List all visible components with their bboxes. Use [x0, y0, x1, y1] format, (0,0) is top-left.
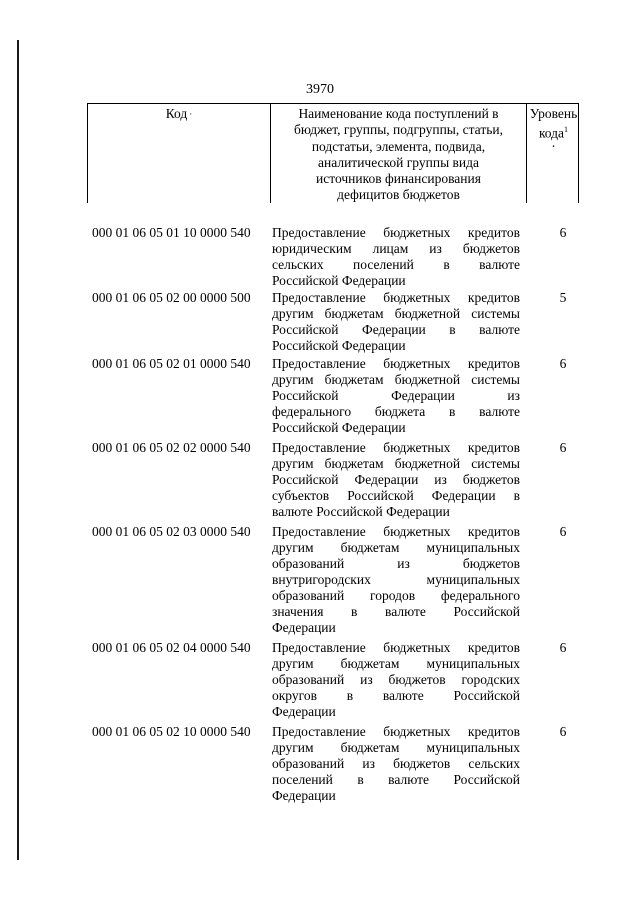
row-description-line: Российской Федерации в валюте: [272, 322, 520, 337]
row-description: [272, 724, 520, 804]
row-description-line: значения в валюте Российской: [272, 604, 520, 619]
header-name-line: дефицитов бюджетов: [337, 187, 460, 203]
row-code: 000 01 06 05 02 10 0000 540: [92, 724, 251, 739]
row-description-line: Предоставление бюджетных кредитов: [272, 356, 520, 371]
row-level: 6: [559, 724, 567, 739]
row-description-line: Предоставление бюджетных кредитов: [272, 290, 520, 305]
row-description-line: образований городов федерального: [272, 588, 520, 603]
row-description-line: валюте Российской Федерации: [272, 504, 450, 519]
row-description-line: образований из бюджетов сельских: [272, 756, 520, 771]
row-description-line: Российской Федерации из: [272, 388, 520, 403]
row-description-line: внутригородских муниципальных: [272, 572, 520, 587]
row-description-line: другим бюджетам бюджетной системы: [272, 372, 520, 387]
row-code: 000 01 06 05 02 03 0000 540: [92, 524, 251, 539]
row-description: [272, 440, 520, 520]
row-description-line: Предоставление бюджетных кредитов: [272, 225, 520, 240]
row-description-line: Федерации: [272, 704, 336, 719]
row-level: 6: [559, 356, 567, 371]
row-description-line: округов в валюте Российской: [272, 688, 520, 703]
row-description-line: юридическим лицам из бюджетов: [272, 241, 520, 256]
row-code: 000 01 06 05 02 00 0000 500: [92, 290, 251, 305]
row-description: [272, 356, 520, 436]
header-name-line: аналитической группы вида: [318, 154, 479, 170]
row-level: 6: [559, 524, 567, 539]
header-code-label: Код: [165, 106, 188, 121]
row-level: 6: [559, 640, 567, 655]
row-description-line: образований из бюджетов: [272, 556, 520, 571]
row-description-line: другим бюджетам муниципальных: [272, 540, 520, 555]
row-description-line: другим бюджетам бюджетной системы: [272, 306, 520, 321]
page-number: 3970: [306, 82, 334, 97]
row-description-line: федерального бюджета в валюте: [272, 404, 520, 419]
header-code-mark: ·: [189, 109, 193, 119]
row-description: [272, 640, 520, 720]
header-name-line: подстатьи, элемента, подвида,: [311, 138, 486, 154]
row-code: 000 01 06 05 01 10 0000 540: [92, 225, 251, 240]
row-description: [272, 225, 520, 289]
row-description-line: Предоставление бюджетных кредитов: [272, 440, 520, 455]
row-description-line: Федерации: [272, 620, 336, 635]
row-description-line: Российской Федерации: [272, 420, 406, 435]
row-description: [272, 524, 520, 636]
header-name-line: источников финансирования: [316, 171, 481, 187]
row-description-line: образований из бюджетов городских: [272, 672, 520, 687]
row-description-line: Российской Федерации: [272, 273, 406, 288]
row-description-line: Предоставление бюджетных кредитов: [272, 524, 520, 539]
header-level-footnote: 1: [564, 125, 569, 135]
row-description-line: Предоставление бюджетных кредитов: [272, 640, 520, 655]
row-description: [272, 290, 520, 354]
row-code: 000 01 06 05 02 04 0000 540: [92, 640, 251, 655]
row-description-line: поселений в валюте Российской: [272, 772, 520, 787]
row-description-line: Предоставление бюджетных кредитов: [272, 724, 520, 739]
header-name-line: Наименование кода поступлений в: [298, 106, 499, 121]
header-level-line2: кода: [538, 125, 565, 141]
header-name-line: бюджет, группы, подгруппы, статьи,: [294, 122, 503, 138]
header-level-dot: ·: [551, 139, 556, 155]
row-description-line: другим бюджетам бюджетной системы: [272, 456, 520, 471]
row-description-line: сельских поселений в валюте: [272, 257, 520, 272]
row-code: 000 01 06 05 02 02 0000 540: [92, 440, 251, 455]
row-level: 5: [559, 290, 567, 305]
row-description-line: другим бюджетам муниципальных: [272, 656, 520, 671]
row-code: 000 01 06 05 02 01 0000 540: [92, 356, 251, 371]
row-description-line: субъектов Российской Федерации в: [272, 488, 520, 503]
row-description-line: Российской Федерации из бюджетов: [272, 472, 520, 487]
row-description-line: другим бюджетам муниципальных: [272, 740, 520, 755]
row-level: 6: [559, 440, 567, 455]
row-description-line: Федерации: [272, 788, 336, 803]
row-description-line: Российской Федерации: [272, 338, 406, 353]
header-level-line1: Уровень: [529, 106, 578, 121]
row-level: 6: [559, 225, 567, 240]
